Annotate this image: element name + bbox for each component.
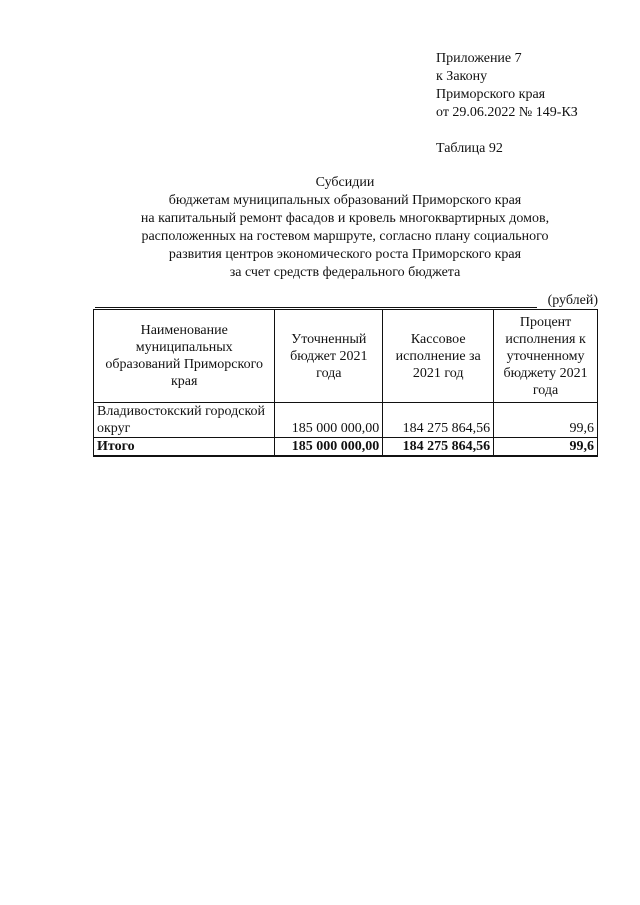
appendix-line: Приморского края: [436, 87, 546, 102]
document-title: [90, 174, 600, 282]
units-divider: [95, 307, 537, 308]
table-number: Таблица 92: [436, 141, 503, 156]
header-execution: Кассовое исполнение за 2021 год: [383, 310, 494, 403]
header-budget: Уточненный бюджет 2021 года: [275, 310, 383, 403]
cell-percent: 99,6: [494, 403, 598, 438]
cell-municipality: Владивостокский городской округ: [94, 403, 275, 438]
total-budget: 185 000 000,00: [275, 438, 383, 457]
table-total-row: [94, 438, 598, 457]
appendix-block: [436, 50, 578, 122]
appendix-line: к Закону: [436, 69, 488, 84]
header-municipality: Наименование муниципальных образований Приморского края: [94, 310, 275, 403]
total-percent: 99,6: [494, 438, 598, 457]
title-line: бюджетам муниципальных образований Приморского края: [168, 193, 522, 208]
total-label: Итого: [94, 438, 275, 457]
total-execution: 184 275 864,56: [383, 438, 494, 457]
title-line: на капитальный ремонт фасадов и кровель многоквартирных домов,: [140, 211, 550, 226]
cell-execution: 184 275 864,56: [383, 403, 494, 438]
cell-budget: 185 000 000,00: [275, 403, 383, 438]
title-line: расположенных на гостевом маршруте, согласно плану социального: [141, 229, 549, 244]
units-label: (рублей): [547, 293, 598, 308]
title-line: за счет средств федерального бюджета: [229, 265, 461, 280]
title-line: развития центров экономического роста Приморского края: [168, 247, 522, 262]
table-header-row: [94, 310, 598, 403]
title-line: Субсидии: [315, 175, 375, 190]
table-row: [94, 403, 598, 438]
subsidy-table: [93, 309, 598, 457]
appendix-date-line: от 29.06.2022 № 149-КЗ: [436, 105, 578, 120]
appendix-line: Приложение 7: [436, 51, 522, 66]
header-percent: Процент исполнения к уточненному бюджету 2021 года: [494, 310, 598, 403]
